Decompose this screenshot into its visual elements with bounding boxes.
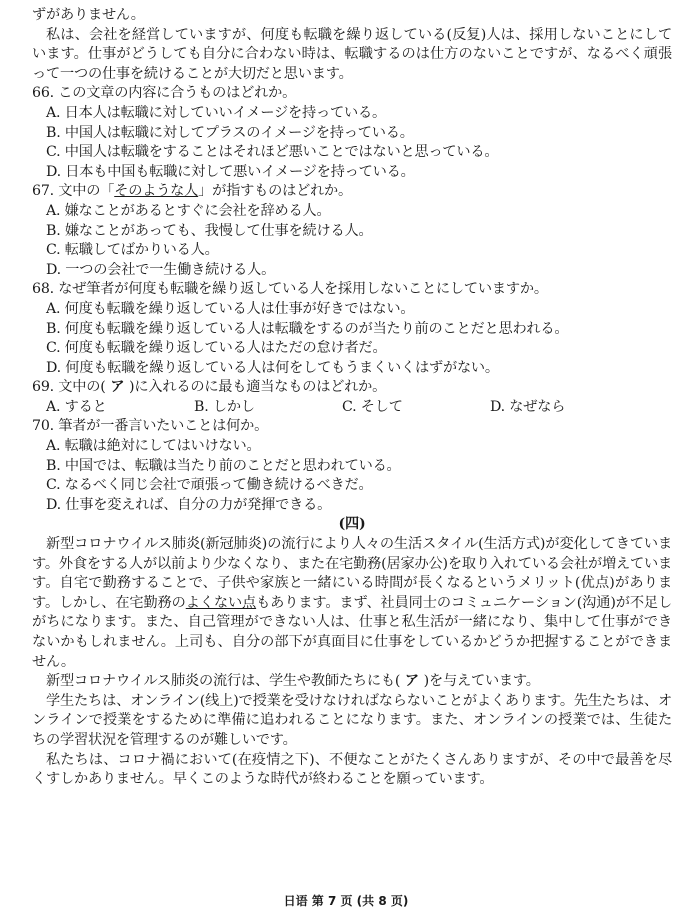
- underlined-phrase: よくない点: [185, 594, 257, 611]
- q68-option-b: B. 何度も転職を繰り返している人は転職をするのが当たり前のことだと思われる。: [46, 320, 569, 337]
- q67-option-a: A. 嫌なことがあるとすぐに会社を辞める人。: [46, 202, 331, 219]
- question-70-stem: 70. 筆者が一番言いたいことは何か。: [32, 418, 269, 435]
- q70-option-b: B. 中国では、転職は当たり前のことだと思われている。: [46, 457, 401, 474]
- q68-option-c: C. 何度も転職を繰り返している人はただの怠け者だ。: [46, 340, 387, 357]
- q66-option-c: C. 中国人は転職をすることはそれほど悪いことではないと思っている。: [46, 144, 499, 161]
- q69-options-row: [46, 398, 672, 418]
- q66-option-d: D. 日本も中国も転職に対して悪いイメージを持っている。: [46, 163, 415, 180]
- q67-option-d: D. 一つの会社で一生働き続ける人。: [46, 261, 276, 278]
- section-4-paragraph-1: [32, 535, 672, 672]
- q70-option-c: C. なるべく同じ会社で頑張って働き続けるべきだ。: [46, 477, 373, 494]
- exam-page: [32, 6, 672, 790]
- q67-option-b: B. 嫌なことがあっても、我慢して仕事を続ける人。: [46, 222, 373, 239]
- q70-option-d: D. 仕事を変えれば、自分の力が発揮できる。: [46, 496, 332, 513]
- section-4-paragraph-2: [32, 672, 672, 692]
- paragraph-text: )を与えています。: [423, 673, 540, 690]
- q67-stem-part: 67. 文中の「: [32, 183, 115, 200]
- question-69-stem: [32, 378, 672, 398]
- question-67-stem: [32, 182, 672, 202]
- question-68-stem: 68. なぜ筆者が何度も転職を繰り返している人を採用しないことにしていますか。: [32, 281, 548, 298]
- section-4-paragraph-3: 学生たちは、オンライン(线上)で授業を受けなければならないことがよくあります。先生たちは、オンラインで授業をするために準備に追われることになります。また、オンラインの授業では、生徒たちの学習状況を管理するのが難しいです。: [32, 692, 672, 748]
- paragraph-text: もあります。まず、社員同士のコミュニケーション(沟通)が不足しがちになります。また、自己管理ができない人は、仕事と私生活が一緒になり、集中して仕事ができないかもしれません。上司も、自分の部下が真面目に仕事をしているかどうか把握することができません。: [32, 594, 672, 670]
- q69-option-a: A. すると: [46, 398, 107, 415]
- q69-option-b: B. しかし: [194, 398, 255, 415]
- q70-option-a: A. 転職は絶対にしてはいけない。: [46, 438, 261, 455]
- q66-option-b: B. 中国人は転職に対してプラスのイメージを持っている。: [46, 124, 414, 141]
- passage-line: ずがありません。: [32, 7, 145, 23]
- q67-stem-part: 」が指すものはどれか。: [198, 183, 353, 200]
- q69-stem-part: 69. 文中の(: [32, 379, 106, 396]
- q68-option-d: D. 何度も転職を繰り返している人は何をしてもうまくいくはずがない。: [46, 359, 499, 376]
- blank-marker: ア: [400, 673, 424, 690]
- q67-underlined-phrase: そのような人: [114, 183, 199, 200]
- q69-blank-marker: ア: [105, 379, 130, 396]
- q69-stem-part: )に入れるのに最も適当なものはどれか。: [129, 379, 387, 396]
- passage-paragraph: 私は、会社を経営していますが、何度も転職を繰り返している(反复)人は、採用しないことにしています。仕事がどうしても自分に合わない時は、転職するのは仕方のないことですが、なるべく頑張って一つの仕事を続けることが大切だと思います。: [32, 26, 672, 82]
- section-4-heading: (四): [338, 516, 366, 533]
- paragraph-text: 新型コロナウイルス肺炎(新冠肺炎)の流行により人々の生活スタイル(生活方式)が変化してきています。外食をする人が以前より少なくなり、また在宅勤務(居家办公)を取り入れている会社が増えています。自宅で勤務することで、子供や家族と一緒にいる時間が長くなるというメリット(优点)があります。しかし、在宅勤務の: [32, 536, 672, 611]
- q67-option-c: C. 転職してばかりいる人。: [46, 242, 219, 259]
- q69-option-c: C. そして: [342, 398, 403, 415]
- q68-option-a: A. 何度も転職を繰り返している人は仕事が好きではない。: [46, 300, 415, 317]
- paragraph-text: 新型コロナウイルス肺炎の流行は、学生や教師たちにも(: [46, 673, 401, 690]
- q69-option-d: D. なぜなら: [490, 398, 566, 415]
- page-footer: 日语 第 7 页 (共 8 页): [283, 894, 409, 908]
- question-66-stem: 66. この文章の内容に合うものはどれか。: [32, 85, 297, 102]
- section-4-paragraph-4: 私たちは、コロナ禍において(在疫情之下)、不便なことがたくさんありますが、その中で最善を尽くすしかありません。早くこのような時代が終わることを願っています。: [32, 751, 672, 788]
- q66-option-a: A. 日本人は転職に対していいイメージを持っている。: [46, 104, 386, 121]
